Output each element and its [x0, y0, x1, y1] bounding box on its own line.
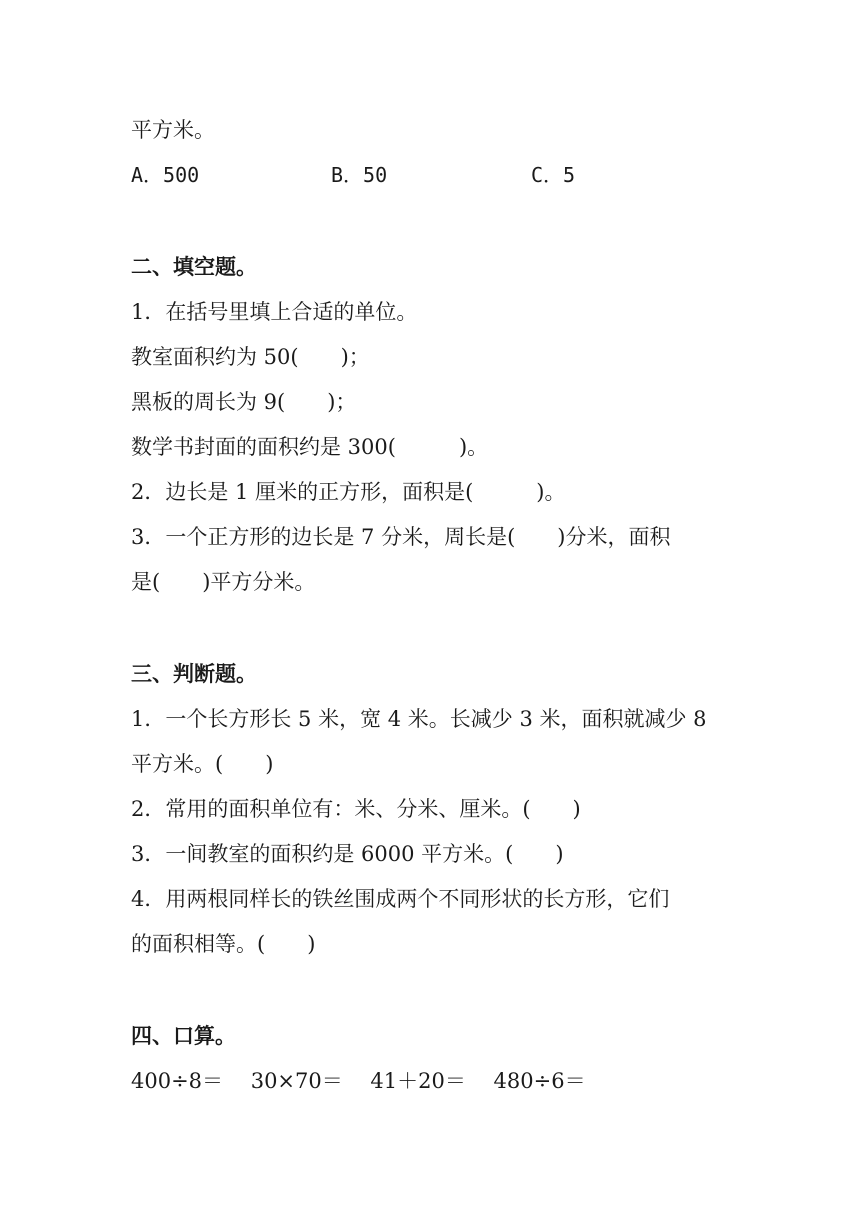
judge-question-2: 2．常用的面积单位有：米、分米、厘米。( ): [131, 797, 581, 821]
choice-options: [131, 153, 751, 198]
judge-question-4-line-2: 的面积相等。( ): [131, 932, 316, 956]
fill-question-1-line: 教室面积约为 50( )；: [131, 345, 370, 369]
section-spacer: [131, 198, 751, 245]
fill-question-3-line-2: 是( )平方分米。: [131, 570, 316, 594]
option-c: C．5: [531, 163, 576, 187]
section-spacer: [131, 967, 751, 1014]
choice-question-continuation: 平方米。: [131, 118, 215, 142]
fill-question-1-line: 数学书封面的面积约是 300( )。: [131, 435, 489, 459]
fill-question-1-title: 1．在括号里填上合适的单位。: [131, 300, 418, 324]
section-heading-fill-blank: 二、填空题。: [131, 255, 257, 279]
fill-question-1-line: 黑板的周长为 9( )；: [131, 390, 357, 414]
option-a: A．500: [131, 163, 200, 187]
worksheet-page: [131, 108, 751, 1104]
judge-question-1-line-2: 平方米。( ): [131, 752, 274, 776]
section-heading-judge: 三、判断题。: [131, 662, 257, 686]
section-spacer: [131, 605, 751, 652]
judge-question-4-line-1: 4．用两根同样长的铁丝围成两个不同形状的长方形，它们: [131, 887, 670, 911]
judge-question-1-line-1: 1．一个长方形长 5 米，宽 4 米。长减少 3 米，面积就减少 8: [131, 707, 707, 731]
option-b: B．50: [331, 163, 388, 187]
section-heading-mental-math: 四、口算。: [131, 1024, 236, 1048]
fill-question-3-line-1: 3．一个正方形的边长是 7 分米，周长是( )分米，面积: [131, 525, 671, 549]
judge-question-3: 3．一间教室的面积约是 6000 平方米。( ): [131, 842, 564, 866]
fill-question-2: 2．边长是 1 厘米的正方形，面积是( )。: [131, 480, 566, 504]
mental-math-problems: 400÷8＝ 30×70＝ 41＋20＝ 480÷6＝: [131, 1069, 586, 1093]
